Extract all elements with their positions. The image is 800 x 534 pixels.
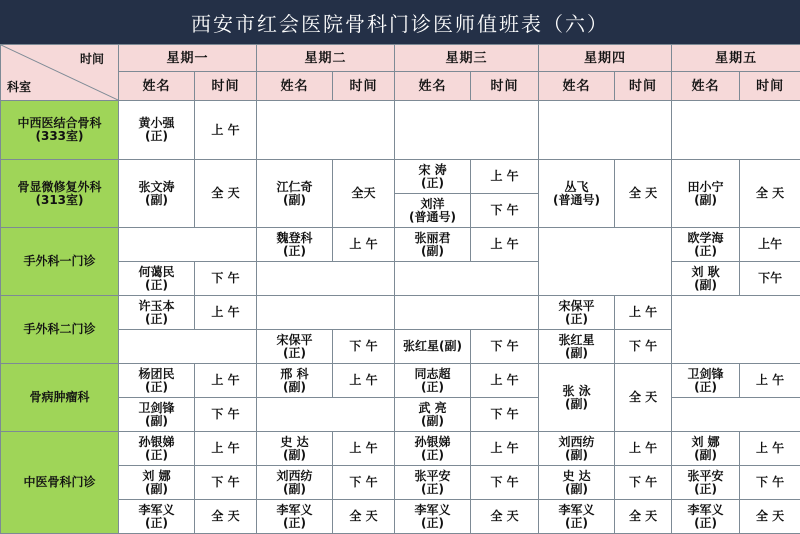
doctor-rank: (副) — [283, 379, 306, 394]
time-cell: 下 午 — [615, 466, 672, 500]
table-row — [1, 262, 800, 296]
doctor-rank: (正) — [694, 481, 718, 496]
table-row — [1, 160, 800, 194]
time-cell: 全 天 — [471, 500, 539, 534]
empty-cell — [395, 296, 539, 330]
table-row — [1, 364, 800, 398]
name-col-header: 姓名 — [539, 72, 615, 101]
doctor-name: 邢 科 — [280, 366, 309, 381]
doctor-cell — [119, 432, 195, 466]
doctor-cell — [395, 160, 471, 194]
time-cell: 下午 — [740, 262, 800, 296]
doctor-cell — [119, 466, 195, 500]
doctor-cell — [257, 500, 333, 534]
duty-schedule-table — [0, 44, 800, 534]
doctor-name: 张丽君 — [414, 230, 451, 245]
doctor-rank: (副) — [565, 345, 589, 360]
dept-cell — [1, 160, 119, 228]
doctor-name: 同志超 — [414, 366, 451, 381]
doctor-rank: (副) — [694, 192, 718, 207]
time-cell: 上 午 — [333, 432, 395, 466]
time-cell: 下 午 — [471, 466, 539, 500]
header-row-days — [1, 45, 800, 72]
doctor-cell — [539, 432, 615, 466]
doctor-name: 李军义 — [138, 502, 175, 517]
doctor-cell — [395, 364, 471, 398]
doctor-cell — [672, 364, 740, 398]
time-cell: 下 午 — [615, 330, 672, 364]
doctor-cell — [257, 228, 333, 262]
dept-cell — [1, 101, 119, 160]
doctor-name: 许玉本 — [138, 298, 175, 313]
time-cell: 上 午 — [471, 364, 539, 398]
doctor-cell — [395, 398, 471, 432]
doctor-name: 刘 耿 — [691, 264, 720, 279]
doctor-cell — [119, 160, 195, 228]
time-cell: 上 午 — [471, 228, 539, 262]
doctor-name: 欧学海 — [687, 230, 724, 245]
time-col-header: 时间 — [615, 72, 672, 101]
day-header-wed: 星期三 — [395, 45, 539, 72]
doctor-cell — [119, 262, 195, 296]
doctor-cell — [395, 228, 471, 262]
doctor-cell — [672, 432, 740, 466]
dept-name: 中西医结合骨科 — [17, 116, 102, 130]
name-col-header: 姓名 — [257, 72, 333, 101]
doctor-name: 何蔼民 — [138, 264, 175, 279]
doctor-name: 李军义 — [276, 502, 313, 517]
time-cell: 全 天 — [195, 500, 257, 534]
empty-cell — [539, 228, 672, 296]
doctor-rank: (副) — [145, 413, 168, 428]
doctor-rank: (副) — [283, 447, 306, 462]
doctor-name: 史 达 — [562, 468, 591, 483]
doctor-rank: (正) — [694, 243, 718, 258]
doctor-name: 武 亮 — [418, 400, 447, 415]
doctor-rank: (普通号) — [409, 209, 457, 224]
doctor-name: 孙银娣 — [414, 434, 451, 449]
corner-dept-label: 科室 — [7, 80, 32, 94]
doctor-rank: (副) — [565, 396, 589, 411]
doctor-cell — [395, 466, 471, 500]
doctor-cell — [539, 500, 615, 534]
doctor-rank: (正) — [283, 515, 306, 530]
time-cell: 下 午 — [471, 330, 539, 364]
time-cell: 上 午 — [471, 160, 539, 194]
doctor-name: 刘西纺 — [276, 468, 313, 483]
time-cell: 全 天 — [195, 160, 257, 228]
table-row — [1, 296, 800, 330]
doctor-cell — [257, 466, 333, 500]
day-header-thu: 星期四 — [539, 45, 672, 72]
time-cell: 上 午 — [195, 364, 257, 398]
doctor-cell — [395, 432, 471, 466]
doctor-cell — [395, 194, 471, 228]
time-cell: 全天 — [333, 160, 395, 228]
dept-name: 手外科一门诊 — [23, 254, 96, 268]
dept-name: 骨显微修复外科 — [17, 179, 102, 194]
empty-cell — [672, 296, 800, 364]
doctor-name: 宋保平 — [558, 298, 595, 313]
name-col-header: 姓名 — [119, 72, 195, 101]
doctor-name: 魏登科 — [276, 230, 313, 245]
doctor-rank: (正) — [145, 311, 168, 326]
doctor-rank: (正) — [145, 515, 168, 530]
empty-cell — [395, 262, 539, 296]
time-cell: 下 午 — [471, 398, 539, 432]
time-cell: 上 午 — [615, 296, 672, 330]
doctor-rank: (正) — [565, 311, 589, 326]
doctor-cell — [539, 466, 615, 500]
time-cell: 上 午 — [471, 432, 539, 466]
time-cell: 下 午 — [195, 466, 257, 500]
corner-time-label: 时间 — [79, 52, 104, 66]
doctor-rank: (正) — [283, 345, 306, 360]
empty-cell — [119, 330, 257, 364]
doctor-rank: (正) — [694, 379, 718, 394]
empty-cell — [119, 228, 257, 262]
dept-cell — [1, 228, 119, 296]
name-col-header: 姓名 — [395, 72, 471, 101]
doctor-name: 卫剑锋 — [138, 400, 175, 415]
doctor-name: 杨团民 — [138, 366, 175, 381]
empty-cell — [257, 398, 395, 432]
dept-name: 中医骨科门诊 — [23, 475, 96, 489]
doctor-cell — [257, 432, 333, 466]
doctor-rank: (副) — [421, 243, 445, 258]
dept-room: (313室) — [35, 192, 84, 207]
empty-cell — [395, 101, 539, 160]
dept-name: 骨病肿瘤科 — [29, 390, 90, 404]
doctor-name: 刘西纺 — [558, 434, 595, 449]
time-cell: 上 午 — [195, 101, 257, 160]
table-row — [1, 398, 800, 432]
empty-cell — [257, 101, 395, 160]
time-cell: 下 午 — [333, 466, 395, 500]
doctor-cell — [672, 500, 740, 534]
dept-cell — [1, 296, 119, 364]
doctor-cell — [672, 228, 740, 262]
doctor-name: 卫剑锋 — [687, 366, 724, 381]
time-cell: 上 午 — [333, 228, 395, 262]
time-cell: 下 午 — [333, 330, 395, 364]
doctor-cell — [257, 330, 333, 364]
empty-cell — [257, 296, 395, 330]
time-cell: 全 天 — [615, 160, 672, 228]
doctor-rank: (正) — [145, 129, 168, 143]
doctor-cell — [257, 160, 333, 228]
doctor-rank: (副) — [565, 481, 589, 496]
doctor-name: 黄小强 — [138, 116, 175, 130]
doctor-rank: (副) — [439, 339, 463, 353]
table-row — [1, 500, 800, 534]
doctor-rank: (正) — [421, 481, 445, 496]
doctor-name: 刘洋 — [420, 196, 445, 211]
time-cell: 上 午 — [615, 432, 672, 466]
doctor-name: 田小宁 — [687, 179, 724, 194]
doctor-name: 张红星 — [403, 339, 440, 353]
doctor-name: 李军义 — [414, 502, 451, 517]
table-row — [1, 101, 800, 160]
empty-cell — [539, 101, 672, 160]
doctor-cell — [539, 160, 615, 228]
time-cell: 下 午 — [195, 398, 257, 432]
doctor-name: 丛飞 — [564, 179, 589, 194]
empty-cell — [672, 398, 800, 432]
doctor-cell — [539, 296, 615, 330]
page-title: 西安市红会医院骨科门诊医师值班表（六） — [0, 0, 800, 44]
time-cell: 上午 — [740, 228, 800, 262]
doctor-cell — [119, 500, 195, 534]
day-header-mon: 星期一 — [119, 45, 257, 72]
doctor-rank: (正) — [421, 175, 445, 190]
doctor-rank: (正) — [283, 243, 306, 258]
doctor-cell — [119, 101, 195, 160]
doctor-rank: (普通号) — [553, 192, 601, 207]
doctor-name: 张平安 — [687, 468, 724, 483]
time-cell: 上 午 — [333, 364, 395, 398]
doctor-name: 李军义 — [558, 502, 595, 517]
doctor-rank: (正) — [145, 277, 168, 292]
time-col-header: 时间 — [195, 72, 257, 101]
doctor-rank: (副) — [283, 192, 306, 207]
table-row — [1, 228, 800, 262]
doctor-name: 张红星 — [558, 332, 595, 347]
time-col-header: 时间 — [471, 72, 539, 101]
doctor-name: 张平安 — [414, 468, 451, 483]
time-cell: 全 天 — [740, 160, 800, 228]
doctor-rank: (副) — [565, 447, 589, 462]
doctor-rank: (副) — [694, 447, 718, 462]
doctor-name: 李军义 — [687, 502, 724, 517]
doctor-name: 宋保平 — [276, 332, 313, 347]
doctor-rank: (正) — [421, 447, 445, 462]
doctor-cell — [119, 398, 195, 432]
doctor-name: 刘 娜 — [691, 434, 720, 449]
time-col-header: 时间 — [333, 72, 395, 101]
name-col-header: 姓名 — [672, 72, 740, 101]
time-cell: 上 午 — [195, 296, 257, 330]
doctor-name: 宋 涛 — [418, 162, 447, 177]
doctor-cell — [539, 364, 615, 432]
doctor-rank: (正) — [145, 379, 168, 394]
doctor-cell — [539, 330, 615, 364]
doctor-name: 江仁奇 — [276, 179, 313, 194]
doctor-rank: (正) — [145, 447, 168, 462]
dept-cell — [1, 432, 119, 534]
dept-name: 手外科二门诊 — [23, 322, 96, 336]
dept-cell — [1, 364, 119, 432]
doctor-rank: (副) — [145, 481, 168, 496]
doctor-rank: (副) — [421, 413, 445, 428]
time-cell: 下 午 — [471, 194, 539, 228]
doctor-cell — [672, 466, 740, 500]
day-header-tue: 星期二 — [257, 45, 395, 72]
time-cell: 上 午 — [195, 432, 257, 466]
time-cell: 全 天 — [615, 500, 672, 534]
doctor-cell — [119, 296, 195, 330]
table-row — [1, 432, 800, 466]
doctor-cell — [395, 330, 471, 364]
doctor-name: 张 泳 — [562, 383, 591, 398]
doctor-name: 张文涛 — [138, 179, 175, 194]
time-col-header: 时间 — [740, 72, 800, 101]
empty-cell — [257, 262, 395, 296]
time-cell: 全 天 — [740, 500, 800, 534]
doctor-rank: (副) — [283, 481, 306, 496]
time-cell: 下 午 — [195, 262, 257, 296]
doctor-name: 刘 娜 — [142, 468, 171, 483]
doctor-cell — [672, 160, 740, 228]
doctor-name: 史 达 — [280, 434, 309, 449]
dept-room: (333室) — [35, 129, 84, 143]
doctor-rank: (正) — [694, 515, 718, 530]
doctor-cell — [395, 500, 471, 534]
corner-header — [1, 45, 119, 101]
time-cell: 下 午 — [740, 466, 800, 500]
doctor-cell — [672, 262, 740, 296]
doctor-cell — [119, 364, 195, 398]
doctor-rank: (正) — [421, 379, 445, 394]
doctor-rank: (副) — [145, 192, 168, 207]
header-row-cols — [1, 72, 800, 101]
doctor-name: 孙银娣 — [138, 434, 175, 449]
time-cell: 上 午 — [740, 364, 800, 398]
doctor-rank: (正) — [421, 515, 445, 530]
doctor-rank: (正) — [565, 515, 589, 530]
time-cell: 全 天 — [615, 364, 672, 432]
time-cell: 全 天 — [333, 500, 395, 534]
doctor-rank: (副) — [694, 277, 718, 292]
time-cell: 上 午 — [740, 432, 800, 466]
day-header-fri: 星期五 — [672, 45, 800, 72]
empty-cell — [672, 101, 800, 160]
doctor-cell — [257, 364, 333, 398]
table-row — [1, 466, 800, 500]
